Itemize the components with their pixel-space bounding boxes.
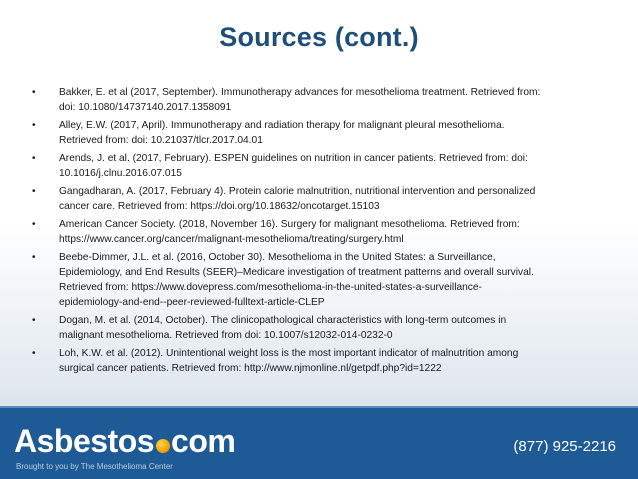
logo-dot-icon xyxy=(156,439,170,453)
logo-text-asbestos: Asbestos xyxy=(14,423,155,459)
reference-item xyxy=(28,346,628,376)
reference-line: Beebe-Dimmer, J.L. et al. (2016, October 30). Mesothelioma in the United States: a Surveillance, xyxy=(59,252,496,263)
reference-text xyxy=(59,313,628,343)
reference-line: Alley, E.W. (2017, April). Immunotherapy and radiation therapy for malignant pleural mesothelioma. xyxy=(59,120,505,131)
reference-text xyxy=(59,85,628,115)
bullet-icon: • xyxy=(32,252,36,263)
logo-text-com: com xyxy=(171,423,236,459)
phone-number[interactable]: (877) 925-2216 xyxy=(513,438,616,455)
bullet-icon: • xyxy=(32,219,36,230)
reference-line: Gangadharan, A. (2017, February 4). Protein calorie malnutrition, nutritional intervention and personalized xyxy=(59,186,536,197)
reference-text xyxy=(59,118,628,148)
bullet-icon: • xyxy=(32,315,36,326)
reference-line: Dogan, M. et al. (2014, October). The clinicopathological characteristics with long-term outcomes in xyxy=(59,315,507,326)
bullet-icon: • xyxy=(32,87,36,98)
reference-text xyxy=(59,250,628,310)
reference-item xyxy=(28,250,628,310)
reference-line: https://www.cancer.org/cancer/malignant-mesothelioma/treating/surgery.html xyxy=(59,234,404,245)
reference-line: doi: 10.1080/14737140.2017.1358091 xyxy=(59,102,232,113)
logo-tagline: Brought to you by The Mesothelioma Center xyxy=(16,462,173,471)
reference-line: Bakker, E. et al (2017, September). Immunotherapy advances for mesothelioma treatment. Retrieved from: xyxy=(59,87,541,98)
reference-line: Retrieved from: https://www.dovepress.com/mesothelioma-in-the-united-states-a-surveillance- xyxy=(59,282,482,293)
reference-line: epidemiology-and-end--peer-reviewed-fulltext-article-CLEP xyxy=(59,297,325,308)
reference-text xyxy=(59,151,628,181)
bullet-icon: • xyxy=(32,120,36,131)
reference-list xyxy=(28,85,628,379)
reference-item xyxy=(28,118,628,148)
bullet-icon: • xyxy=(32,153,36,164)
reference-item xyxy=(28,217,628,247)
reference-line: American Cancer Society. (2018, November 16). Surgery for malignant mesothelioma. Retrieved from: xyxy=(59,219,520,230)
reference-text xyxy=(59,346,628,376)
bullet-icon: • xyxy=(32,186,36,197)
asbestos-logo[interactable] xyxy=(14,425,235,457)
reference-line: Loh, K.W. et al. (2012). Unintentional weight loss is the most important indicator of malnutrition among xyxy=(59,348,519,359)
reference-item xyxy=(28,313,628,343)
reference-line: surgical cancer patients. Retrieved from: http://www.njmonline.nl/getpdf.php?id=1222 xyxy=(59,363,442,374)
reference-line: cancer care. Retrieved from: https://doi.org/10.18632/oncotarget.15103 xyxy=(59,201,380,212)
reference-item xyxy=(28,184,628,214)
footer-bar xyxy=(0,406,638,479)
reference-line: 10.1016/j.clnu.2016.07.015 xyxy=(59,168,182,179)
reference-text xyxy=(59,184,628,214)
reference-line: Arends, J. et al. (2017, February). ESPEN guidelines on nutrition in cancer patients. Retrieved from: doi: xyxy=(59,153,528,164)
reference-text xyxy=(59,217,628,247)
reference-item xyxy=(28,85,628,115)
reference-line: Epidemiology, and End Results (SEER)–Medicare investigation of treatment patterns and overall survival. xyxy=(59,267,534,278)
reference-line: malignant mesothelioma. Retrieved from doi: 10.1007/s12032-014-0232-0 xyxy=(59,330,393,341)
reference-line: Retrieved from: doi: 10.21037/tlcr.2017.04.01 xyxy=(59,135,263,146)
reference-item xyxy=(28,151,628,181)
bullet-icon: • xyxy=(32,348,36,359)
slide-title: Sources (cont.) xyxy=(219,22,419,52)
